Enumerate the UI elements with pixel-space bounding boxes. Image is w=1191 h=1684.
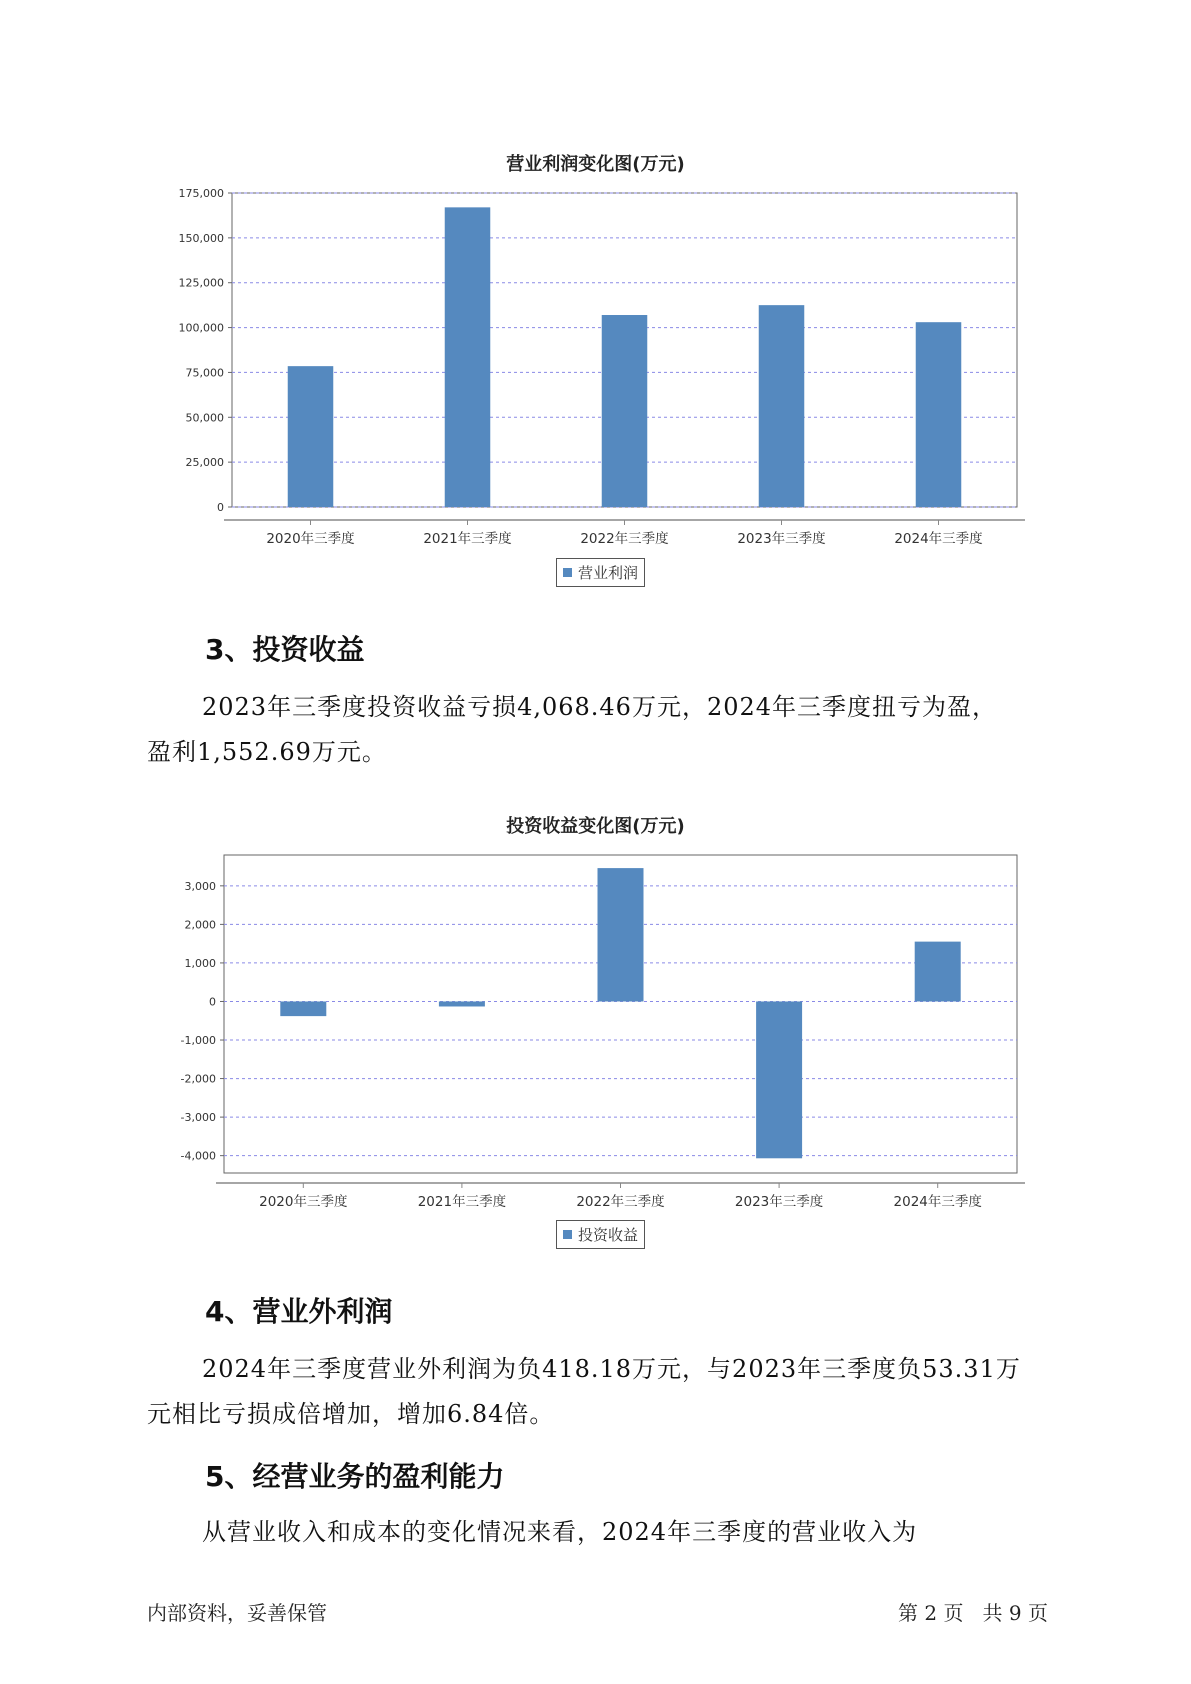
chart2-legend-label: 投资收益	[578, 1226, 639, 1244]
section5-line1: 从营业收入和成本的变化情况来看，2024年三季度的营业收入为	[202, 1518, 918, 1546]
y-tick-label: 175,000	[178, 187, 224, 200]
section4-line1: 2024年三季度营业外利润为负418.18万元，与2023年三季度负53.31万	[202, 1355, 1021, 1383]
y-tick-label: 125,000	[178, 276, 224, 290]
chart1-title: 营业利润变化图(万元)	[506, 154, 685, 175]
section5-paragraph	[147, 1510, 1067, 1555]
x-tick-label: 2020年三季度	[266, 531, 355, 547]
y-tick-label: 2,000	[184, 918, 216, 932]
x-tick-label: 2020年三季度	[259, 1194, 348, 1210]
footer-left: 内部资料，妥善保管	[147, 1601, 327, 1625]
section3-heading: 3、投资收益	[205, 633, 365, 666]
y-tick-label: 50,000	[185, 411, 224, 425]
x-tick-label: 2022年三季度	[580, 531, 669, 547]
y-tick-label: -1,000	[180, 1034, 216, 1048]
footer-page-number: 第 2 页 共 9 页	[898, 1601, 1048, 1625]
bar-2024年三季度	[915, 942, 961, 1002]
x-tick-label: 2023年三季度	[734, 1194, 824, 1210]
x-tick-label: 2023年三季度	[737, 531, 826, 547]
y-tick-label: 25,000	[185, 456, 224, 470]
section5-heading: 5、经营业务的盈利能力	[205, 1460, 505, 1493]
section4-paragraph	[147, 1347, 1067, 1437]
chart1-legend-label: 营业利润	[578, 564, 639, 582]
section4-line2: 元相比亏损成倍增加，增加6.84倍。	[147, 1400, 555, 1428]
x-tick-label: 2021年三季度	[423, 531, 512, 547]
y-tick-label: 100,000	[178, 321, 224, 335]
x-tick-label: 2024年三季度	[894, 531, 983, 547]
bar-2023年三季度	[756, 1001, 802, 1158]
y-tick-label: 0	[209, 995, 216, 1009]
section3-line2: 盈利1,552.69万元。	[147, 738, 387, 766]
chart2-legend	[556, 1220, 645, 1249]
y-tick-label: 1,000	[184, 956, 216, 970]
y-tick-label: -2,000	[180, 1072, 216, 1086]
bar-2022年三季度	[598, 868, 644, 1001]
x-tick-label: 2022年三季度	[576, 1194, 665, 1210]
chart2-title: 投资收益变化图(万元)	[506, 816, 685, 837]
y-tick-label: -3,000	[180, 1111, 216, 1125]
bar-2020年三季度	[280, 1001, 326, 1016]
legend-swatch	[563, 1230, 572, 1239]
y-tick-label: 3,000	[184, 879, 216, 893]
section4-heading: 4、营业外利润	[205, 1295, 393, 1328]
x-tick-label: 2024年三季度	[893, 1194, 982, 1210]
y-tick-label: 75,000	[185, 366, 224, 380]
section3-line1: 2023年三季度投资收益亏损4,068.46万元，2024年三季度扭亏为盈，	[202, 693, 998, 721]
y-tick-label: -4,000	[180, 1149, 216, 1163]
x-tick-label: 2021年三季度	[417, 1194, 507, 1210]
bar-2021年三季度	[439, 1001, 485, 1006]
y-tick-label: 150,000	[178, 231, 224, 245]
y-tick-label: 0	[217, 501, 224, 514]
